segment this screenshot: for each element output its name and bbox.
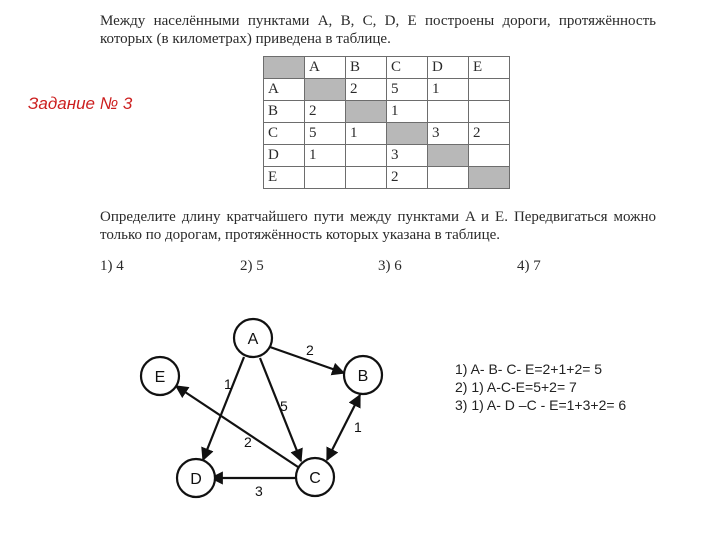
answer-option: 3) 6 bbox=[378, 258, 402, 274]
table-header-cell: E bbox=[469, 57, 510, 79]
table-row-header: B bbox=[264, 101, 305, 123]
solution-line: 1) A- B- C- E=2+1+2= 5 bbox=[455, 361, 603, 377]
table-cell: 1 bbox=[346, 123, 387, 145]
table-cell: 1 bbox=[428, 79, 469, 101]
table-cell: 5 bbox=[305, 123, 346, 145]
task-statement-intro: Между населёнными пунктами A, B, C, D, E построены дороги, протяжённость которых (в километрах) приведена в таблице. bbox=[100, 13, 656, 47]
edge-label-c-d: 3 bbox=[255, 483, 263, 499]
table-cell: 2 bbox=[346, 79, 387, 101]
node-label: D bbox=[190, 471, 202, 488]
solution-line: 2) 1) A-C-E=5+2= 7 bbox=[455, 379, 577, 395]
table-header-cell: B bbox=[346, 57, 387, 79]
node-label: C bbox=[309, 470, 321, 487]
answer-option: 1) 4 bbox=[100, 258, 124, 274]
table-row-header: C bbox=[264, 123, 305, 145]
node-a bbox=[234, 319, 272, 357]
node-c bbox=[296, 458, 334, 496]
table-row-header: A bbox=[264, 79, 305, 101]
table-header-cell: C bbox=[387, 57, 428, 79]
solution-line: 3) 1) A- D –C - E=1+3+2= 6 bbox=[455, 397, 627, 413]
task-title: Задание № 3 bbox=[28, 94, 133, 113]
edge-label-a-c: 5 bbox=[280, 398, 288, 414]
table-header-cell: D bbox=[428, 57, 469, 79]
table-cell: 2 bbox=[469, 123, 510, 145]
node-label: B bbox=[357, 368, 369, 385]
node-label: E bbox=[154, 369, 166, 386]
node-d bbox=[177, 459, 215, 497]
table-cell: 3 bbox=[428, 123, 469, 145]
node-label: A bbox=[247, 331, 259, 348]
node-b bbox=[344, 356, 382, 394]
table-cell: 5 bbox=[387, 79, 428, 101]
question-text: Определите длину кратчайшего пути между пунктами A и E. Передвигаться можно только по дорогам, протяжённость которых указана в таблице. bbox=[100, 209, 656, 243]
table-cell: 3 bbox=[387, 145, 428, 167]
edge-label-b-c: 1 bbox=[354, 419, 362, 435]
edge-label-c-e: 1 bbox=[224, 376, 232, 392]
answer-option: 2) 5 bbox=[240, 258, 264, 274]
table-cell: 1 bbox=[305, 145, 346, 167]
answer-option: 4) 7 bbox=[517, 258, 541, 274]
node-e bbox=[141, 357, 179, 395]
table-cell: 1 bbox=[387, 101, 428, 123]
table-cell: 2 bbox=[387, 167, 428, 189]
solution-list bbox=[455, 360, 626, 414]
edge-label-a-d: 2 bbox=[244, 434, 252, 450]
table-row-header: E bbox=[264, 167, 305, 189]
table-cell: 2 bbox=[305, 101, 346, 123]
table-row-header: D bbox=[264, 145, 305, 167]
table-header-cell: A bbox=[305, 57, 346, 79]
edge-label-a-b: 2 bbox=[306, 342, 314, 358]
